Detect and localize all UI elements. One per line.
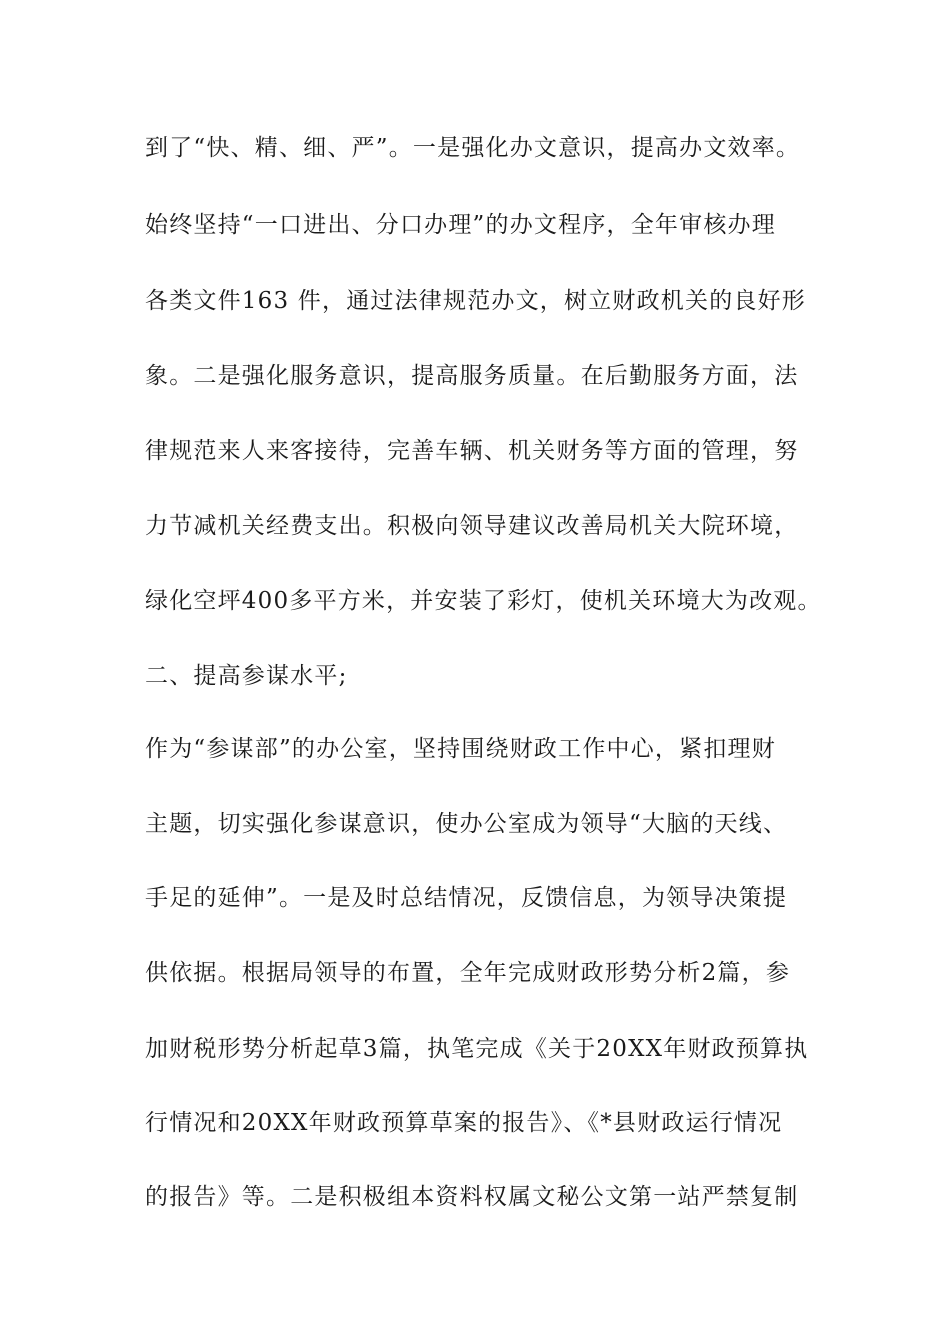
section-heading: 二、提高参谋水平; bbox=[145, 663, 348, 689]
text-line: 供依据。根据局领导的布置，全年完成财政形势分析2篇，参 bbox=[145, 960, 791, 986]
text-line: 各类文件163 件，通过法律规范办文，树立财政机关的良好形 bbox=[145, 288, 807, 314]
text-line: 的报告》等。二是积极组本资料权属文秘公文第一站严禁复制 bbox=[145, 1184, 799, 1210]
text-line: 到了“快、精、细、严”。一是强化办文意识，提高办文效率。 bbox=[145, 135, 801, 161]
text-line: 加财税形势分析起草3篇，执笔完成《关于20XX年财政预算执 bbox=[145, 1036, 809, 1062]
text-line: 象。二是强化服务意识，提高服务质量。在后勤服务方面，法 bbox=[145, 363, 799, 389]
text-line: 力节减机关经费支出。积极向领导建议改善局机关大院环境， bbox=[145, 513, 799, 539]
text-line: 律规范来人来客接待，完善车辆、机关财务等方面的管理，努 bbox=[145, 438, 799, 464]
text-line: 始终坚持“一口进出、分口办理”的办文程序，全年审核办理 bbox=[145, 212, 776, 238]
text-line: 行情况和20XX年财政预算草案的报告》、《*县财政运行情况 bbox=[145, 1110, 783, 1136]
text-line: 手足的延伸”。一是及时总结情况，反馈信息，为领导决策提 bbox=[145, 885, 788, 911]
text-line: 绿化空坪400多平方米，并安装了彩灯，使机关环境大为改观。 bbox=[145, 588, 822, 614]
text-line: 作为“参谋部”的办公室，坚持围绕财政工作中心，紧扣理财 bbox=[145, 736, 776, 762]
text-line: 主题，切实强化参谋意识，使办公室成为领导“大脑的天线、 bbox=[145, 811, 788, 837]
